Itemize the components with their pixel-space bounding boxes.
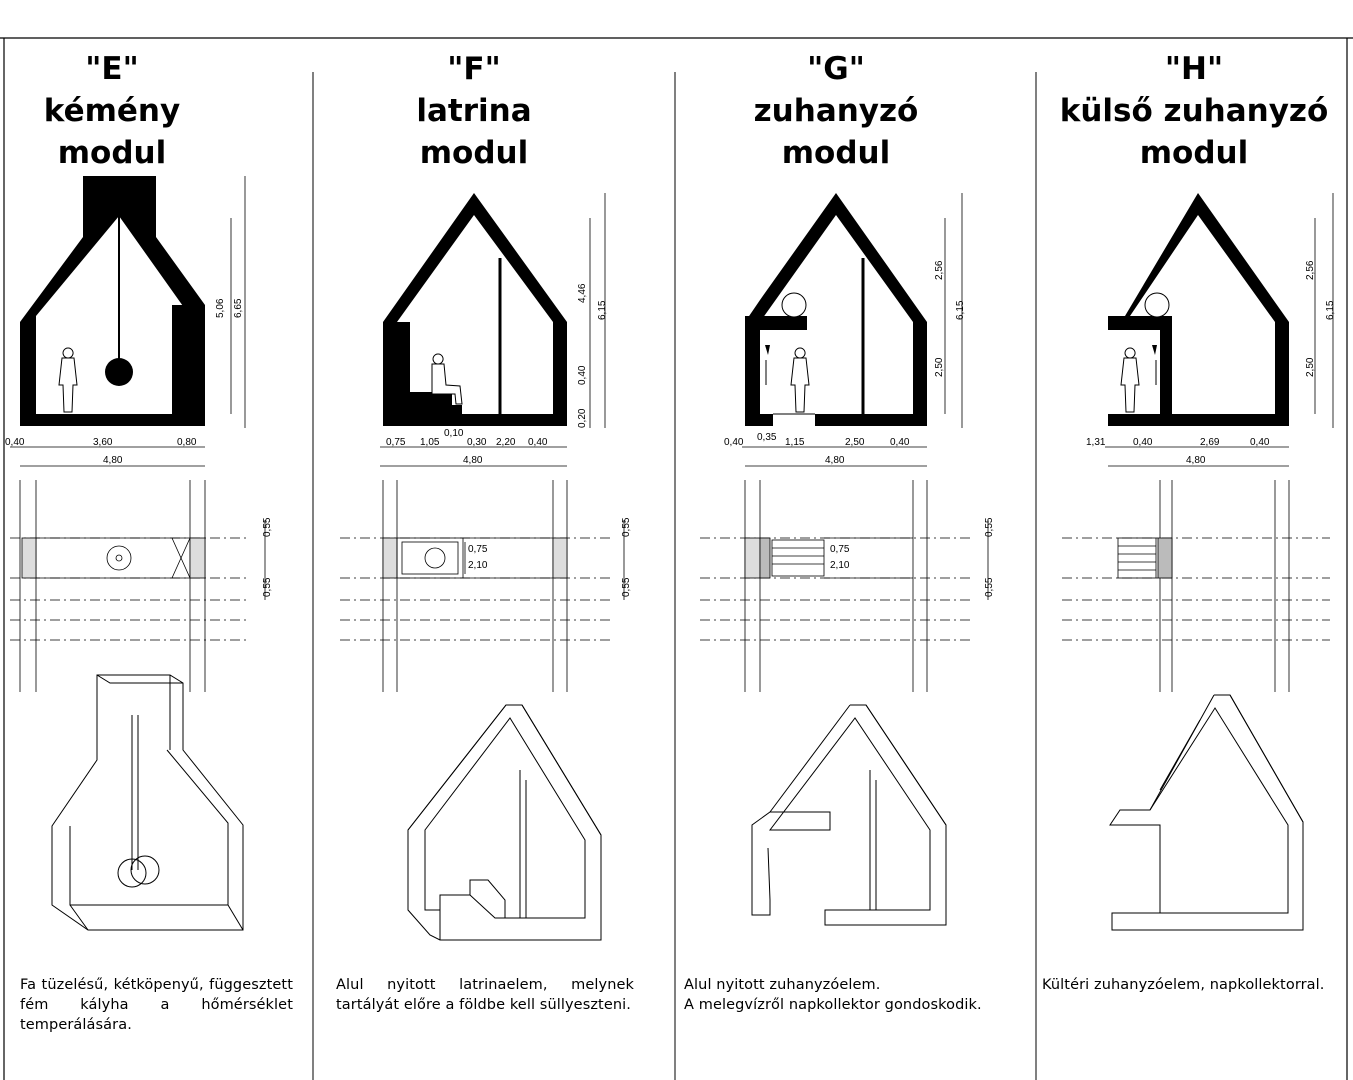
dim-h-v1: 2,56: [1305, 260, 1316, 280]
module-name-g: zuhanyzó: [753, 93, 919, 129]
plan-g-label2: 2,10: [830, 560, 850, 571]
plan-drawing-e: [10, 480, 265, 692]
module-name-e: kémény: [43, 93, 181, 129]
dim-f-h3: 0,10: [444, 428, 464, 439]
plan-drawing-g: [700, 480, 988, 692]
module-type-f: modul: [419, 135, 529, 171]
dim-h-h3: 2,69: [1200, 437, 1220, 448]
dim-f-h5: 2,20: [496, 437, 516, 448]
plan-f-label1: 0,75: [468, 544, 488, 555]
dim-f-h2: 1,05: [420, 437, 440, 448]
dim-h-v3: 2,50: [1305, 357, 1316, 377]
dim-f-v3: 0,40: [577, 365, 588, 385]
dim-g-v1: 2,56: [934, 260, 945, 280]
dim-e-v2: 6,65: [233, 298, 244, 318]
module-description-f: Alul nyitott latrinaelem, melynek tartályát előre a földbe kell süllyeszteni.: [336, 977, 634, 1013]
dim-f-v1: 4,46: [577, 283, 588, 303]
dim-g-h4: 2,50: [845, 437, 865, 448]
dim-e-v1: 5,06: [215, 298, 226, 318]
section-drawing-f: [383, 193, 567, 426]
module-name-f: latrina: [416, 93, 532, 129]
module-type-h: modul: [1139, 135, 1249, 171]
dim-f-v2: 6,15: [597, 300, 608, 320]
plan-e-dim2: 0,55: [262, 577, 273, 597]
plan-g-dim2: 0,55: [984, 577, 995, 597]
dim-f-h6: 0,40: [528, 437, 548, 448]
module-name-h: külső zuhanyzó: [1059, 93, 1329, 129]
dim-g-h1: 0,40: [724, 437, 744, 448]
module-code-e: "E": [85, 51, 139, 87]
plan-f-label2: 2,10: [468, 560, 488, 571]
module-description-h: Kültéri zuhanyzóelem, napkollektorral.: [1042, 977, 1325, 993]
module-description-g: [684, 975, 1024, 1015]
plan-f-dim2: 0,55: [621, 577, 632, 597]
axonometric-e: [52, 675, 243, 930]
plan-g-label1: 0,75: [830, 544, 850, 555]
module-code-g: "G": [807, 51, 865, 87]
column-dividers: [313, 72, 1036, 1080]
axonometric-h: [1110, 695, 1303, 930]
plan-drawing-h: [1062, 480, 1330, 692]
dim-e-h2: 3,60: [93, 437, 113, 448]
dim-f-h1: 0,75: [386, 437, 406, 448]
module-title-f: [324, 48, 624, 174]
section-drawing-e: [20, 176, 205, 426]
module-title-e: [0, 48, 262, 174]
module-description-g-line2: A melegvízről napkollektor gondoskodik.: [684, 997, 982, 1013]
dim-h-h2: 0,40: [1133, 437, 1153, 448]
section-drawing-g: [745, 193, 927, 426]
module-code-h: "H": [1164, 51, 1224, 87]
module-code-f: "F": [447, 51, 501, 87]
dim-f-v4: 0,20: [577, 408, 588, 428]
dim-e-h1: 0,40: [5, 437, 25, 448]
dim-g-h5: 0,40: [890, 437, 910, 448]
axonometric-g: [752, 705, 946, 925]
dim-e-h3: 0,80: [177, 437, 197, 448]
module-description-e: Fa tüzelésű, kétköpenyű, függesztett fém kályha a hőmérséklet temperálására.: [20, 977, 293, 1033]
dim-f-h4: 0,30: [467, 437, 487, 448]
dim-f-total: 4,80: [463, 455, 483, 466]
section-drawing-h: [1108, 193, 1289, 426]
plan-e-dim1: 0,55: [262, 517, 273, 537]
dim-h-h4: 0,40: [1250, 437, 1270, 448]
axonometric-f: [408, 705, 601, 940]
module-title-h: [1044, 48, 1344, 174]
plan-drawing-f: [340, 480, 624, 692]
dim-g-v2: 6,15: [955, 300, 966, 320]
module-title-g: [686, 48, 986, 174]
dim-g-v3: 2,50: [934, 357, 945, 377]
dim-e-total: 4,80: [103, 455, 123, 466]
plan-f-dim1: 0,55: [621, 517, 632, 537]
module-type-e: modul: [57, 135, 167, 171]
dim-g-h3: 1,15: [785, 437, 805, 448]
dim-h-v2: 6,15: [1325, 300, 1336, 320]
dim-g-total: 4,80: [825, 455, 845, 466]
module-description-g-line1: Alul nyitott zuhanyzóelem.: [684, 977, 881, 993]
dim-h-h1: 1,31: [1086, 437, 1106, 448]
dim-g-h2: 0,35: [757, 432, 777, 443]
plan-g-dim1: 0,55: [984, 517, 995, 537]
module-type-g: modul: [781, 135, 891, 171]
dim-h-total: 4,80: [1186, 455, 1206, 466]
